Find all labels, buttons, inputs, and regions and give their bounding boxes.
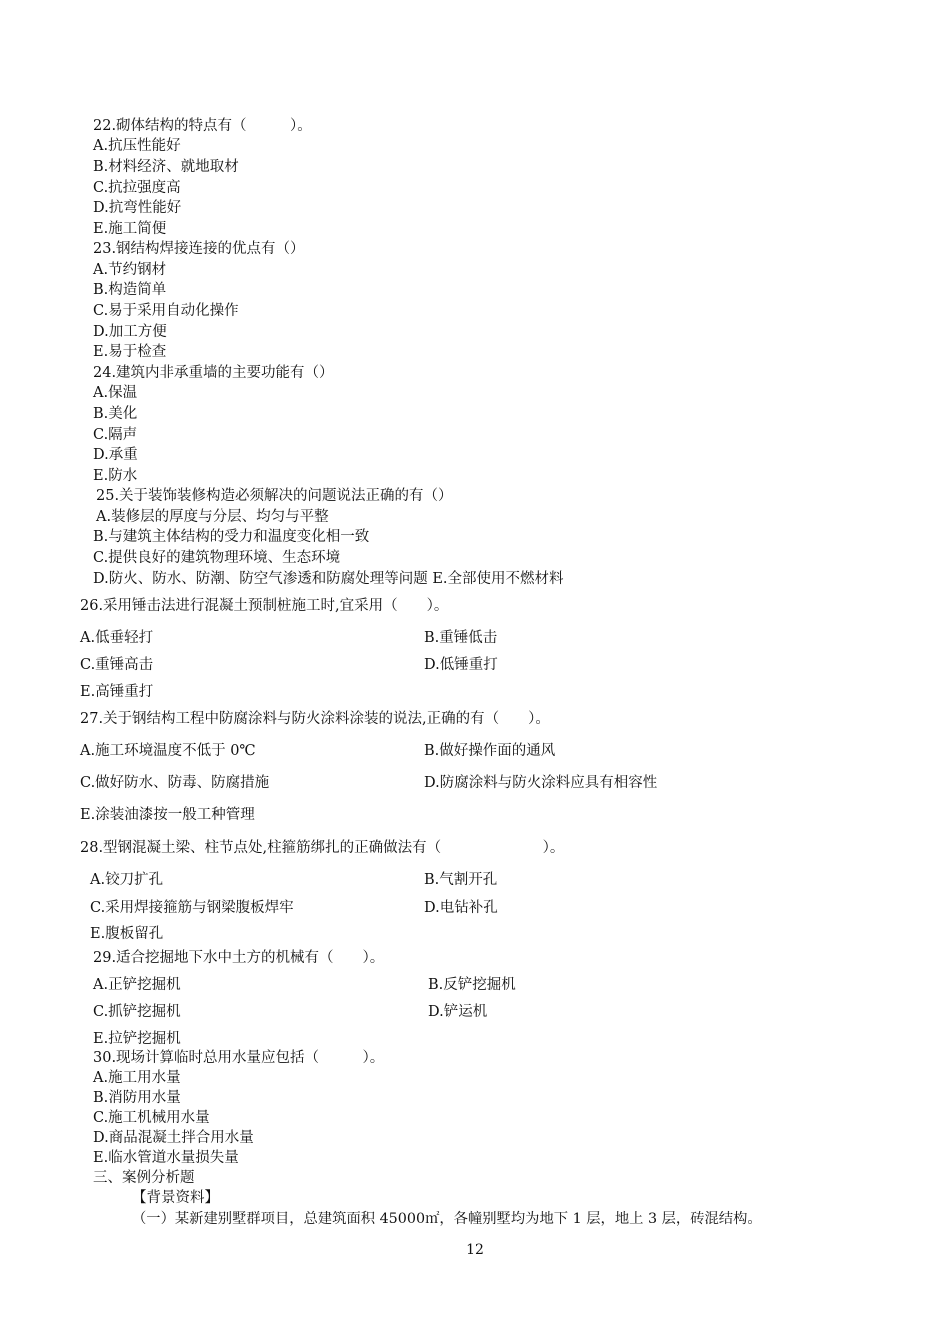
q24-option-e: E.防水 — [93, 468, 138, 484]
q27-stem: 27.关于钢结构工程中防腐涂料与防火涂料涂装的说法,正确的有（ ）。 — [80, 711, 550, 727]
q26-stem: 26.采用锤击法进行混凝土预制桩施工时,宜采用（ ）。 — [80, 598, 449, 614]
q27-option-e: E.涂装油漆按一般工种管理 — [80, 807, 255, 823]
q29-option-b: B.反铲挖掘机 — [428, 977, 516, 993]
q27-option-c: C.做好防水、防毒、防腐措施 — [80, 775, 270, 791]
q22-option-a: A.抗压性能好 — [93, 138, 181, 154]
q30-option-b: B.消防用水量 — [93, 1090, 181, 1106]
q27-option-d: D.防腐涂料与防火涂料应具有相容性 — [424, 775, 658, 791]
q28-option-c: C.采用焊接箍筋与钢梁腹板焊牢 — [90, 900, 294, 916]
q22-option-c: C.抗拉强度高 — [93, 180, 181, 196]
q25-option-a: A.装修层的厚度与分层、均匀与平整 — [96, 509, 329, 525]
q24-option-b: B.美化 — [93, 406, 138, 422]
q25-option-c: C.提供良好的建筑物理环境、生态环境 — [93, 550, 341, 566]
q30-option-c: C.施工机械用水量 — [93, 1110, 210, 1126]
q26-option-b: B.重锤低击 — [424, 630, 498, 646]
q26-option-e: E.高锤重打 — [80, 684, 154, 700]
q30-option-a: A.施工用水量 — [93, 1070, 181, 1086]
q28-option-e: E.腹板留孔 — [90, 926, 164, 942]
case-paragraph-1: （一）某新建别墅群项目，总建筑面积 45000㎡，各幢别墅均为地下 1 层，地上 3 层，砖混结构。 — [132, 1211, 762, 1227]
q25-option-de: D.防火、防水、防潮、防空气渗透和防腐处理等问题 E.全部使用不燃材料 — [93, 571, 564, 587]
q29-option-e: E.拉铲挖掘机 — [93, 1031, 181, 1047]
q27-option-b: B.做好操作面的通风 — [424, 743, 556, 759]
q28-option-b: B.气割开孔 — [424, 872, 498, 888]
q29-option-d: D.铲运机 — [428, 1004, 488, 1020]
q24-option-a: A.保温 — [93, 385, 138, 401]
q28-option-a: A.铰刀扩孔 — [90, 872, 164, 888]
q23-option-c: C.易于采用自动化操作 — [93, 303, 239, 319]
q30-option-d: D.商品混凝土拌合用水量 — [93, 1130, 254, 1146]
q27-option-a: A.施工环境温度不低于 0℃ — [80, 743, 256, 759]
background-heading: 【背景资料】 — [132, 1190, 219, 1206]
q24-option-d: D.承重 — [93, 447, 138, 463]
q28-stem: 28.型钢混凝土梁、柱节点处,柱箍筋绑扎的正确做法有（ ）。 — [80, 840, 565, 856]
q30-stem: 30.现场计算临时总用水量应包括（ ）。 — [93, 1050, 385, 1066]
q23-option-a: A.节约钢材 — [93, 262, 167, 278]
q22-option-d: D.抗弯性能好 — [93, 200, 182, 216]
q28-option-d: D.电钻补孔 — [424, 900, 498, 916]
q23-option-b: B.构造简单 — [93, 282, 167, 298]
page-number: 12 — [466, 1242, 484, 1258]
q22-option-e: E.施工简便 — [93, 221, 167, 237]
q29-option-c: C.抓铲挖掘机 — [93, 1004, 181, 1020]
q29-option-a: A.正铲挖掘机 — [93, 977, 181, 993]
q25-option-b: B.与建筑主体结构的受力和温度变化相一致 — [93, 529, 370, 545]
q23-option-d: D.加工方便 — [93, 324, 167, 340]
q26-option-c: C.重锤高击 — [80, 657, 154, 673]
q26-option-d: D.低锤重打 — [424, 657, 498, 673]
q23-stem: 23.钢结构焊接连接的优点有（） — [93, 241, 305, 257]
q26-option-a: A.低垂轻打 — [80, 630, 154, 646]
q23-option-e: E.易于检查 — [93, 344, 167, 360]
q30-option-e: E.临水管道水量损失量 — [93, 1150, 239, 1166]
q24-stem: 24.建筑内非承重墙的主要功能有（） — [93, 365, 334, 381]
q24-option-c: C.隔声 — [93, 427, 138, 443]
q22-option-b: B.材料经济、就地取材 — [93, 159, 239, 175]
section-title: 三、案例分析题 — [93, 1170, 195, 1186]
q25-stem: 25.关于装饰装修构造必须解决的问题说法正确的有（） — [96, 488, 453, 504]
q22-stem: 22.砌体结构的特点有（ ）。 — [93, 118, 312, 134]
q29-stem: 29.适合挖掘地下水中土方的机械有（ ）。 — [93, 950, 385, 966]
